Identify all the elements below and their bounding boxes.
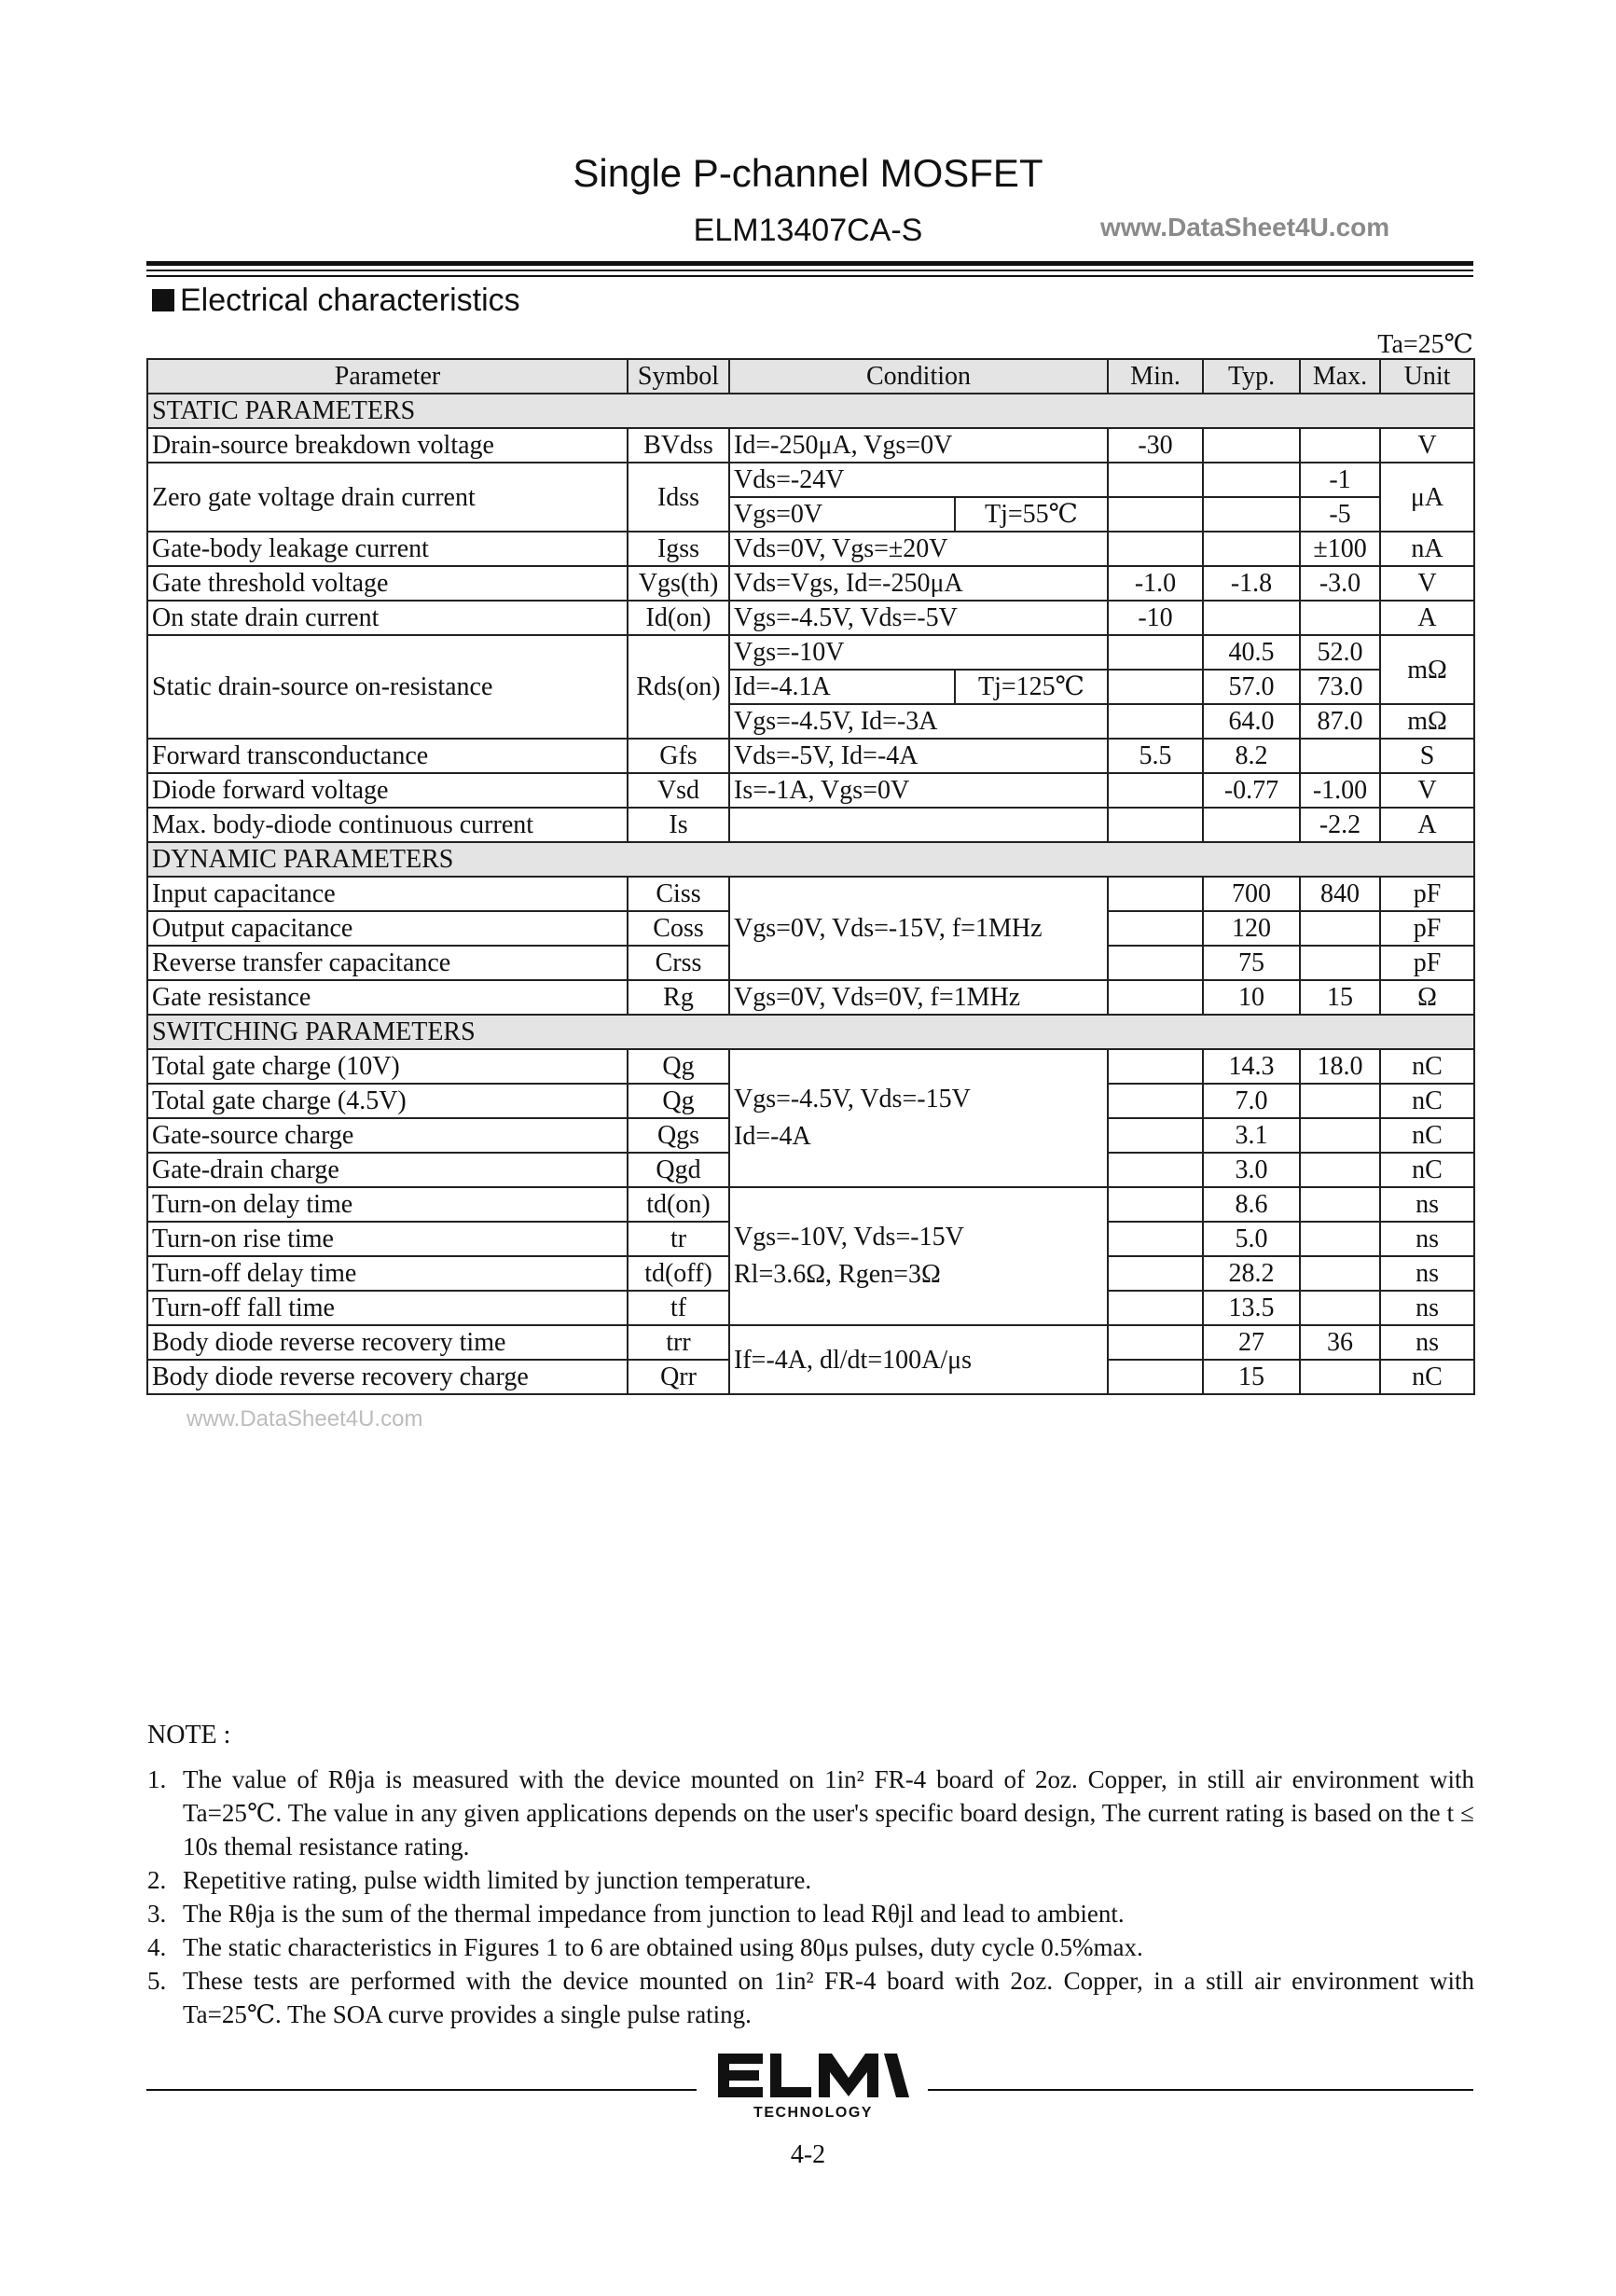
max-cell: 73.0 [1300, 670, 1380, 704]
typ-cell: 3.1 [1203, 1118, 1300, 1153]
elm-logo-icon [718, 2050, 909, 2124]
header-max: Max. [1300, 359, 1380, 394]
note-number: 4. [147, 1933, 167, 1961]
part-number: ELM13407CA-S [693, 213, 923, 248]
max-cell [1300, 1153, 1380, 1187]
max-cell [1300, 739, 1380, 773]
unit-cell: mΩ [1380, 635, 1474, 704]
typ-cell: 8.2 [1203, 739, 1300, 773]
symbol-cell: BVdss [628, 428, 729, 463]
page-title: Single P-channel MOSFET [573, 151, 1043, 195]
symbol-cell: Ciss [628, 877, 729, 911]
table-row [147, 739, 1474, 773]
param-cell: Max. body-diode continuous current [147, 808, 628, 842]
max-cell [1300, 1222, 1380, 1256]
footer-rule-right [928, 2089, 1473, 2091]
symbol-cell: Id(on) [628, 601, 729, 635]
typ-cell: 10 [1203, 980, 1300, 1015]
min-cell [1108, 704, 1203, 739]
footer-rule-left [146, 2089, 697, 2091]
symbol-cell: td(off) [628, 1256, 729, 1291]
max-cell: -5 [1300, 497, 1380, 532]
unit-cell: S [1380, 739, 1474, 773]
typ-cell: 64.0 [1203, 704, 1300, 739]
param-cell: On state drain current [147, 601, 628, 635]
param-cell: Turn-on rise time [147, 1222, 628, 1256]
min-cell [1108, 1084, 1203, 1118]
unit-cell: ns [1380, 1291, 1474, 1325]
param-cell: Gate-source charge [147, 1118, 628, 1153]
param-cell: Diode forward voltage [147, 773, 628, 808]
condition-cell: Id=-250μA, Vgs=0V [729, 428, 1108, 463]
switching-condition-line-2: Rl=3.6Ω, Rgen=3Ω [734, 1260, 941, 1289]
typ-cell [1203, 463, 1300, 497]
condition-cell: Vds=-24V [729, 463, 1108, 497]
param-cell: Zero gate voltage drain current [147, 463, 628, 532]
unit-cell: mΩ [1380, 704, 1474, 739]
dynamic-parameters-label: DYNAMIC PARAMETERS [147, 842, 1474, 877]
unit-cell: V [1380, 773, 1474, 808]
section-row [147, 394, 1474, 428]
page-number: 4-2 [790, 2140, 826, 2169]
typ-cell: 13.5 [1203, 1291, 1300, 1325]
typ-cell: 8.6 [1203, 1187, 1300, 1222]
symbol-cell: Igss [628, 532, 729, 566]
unit-cell: ns [1380, 1256, 1474, 1291]
param-cell: Gate-body leakage current [147, 532, 628, 566]
typ-cell: 7.0 [1203, 1084, 1300, 1118]
electrical-characteristics-table [146, 358, 1475, 1395]
static-parameters-label: STATIC PARAMETERS [147, 394, 1474, 428]
typ-cell: 75 [1203, 946, 1300, 980]
param-cell: Body diode reverse recovery time [147, 1325, 628, 1360]
ambient-temperature: Ta=25℃ [1377, 330, 1473, 359]
header-rule-thin-2 [146, 275, 1473, 277]
max-cell [1300, 911, 1380, 946]
condition-cell: Vgs=0V, Vds=-15V, f=1MHz [729, 877, 1108, 980]
symbol-cell: Crss [628, 946, 729, 980]
param-cell: Drain-source breakdown voltage [147, 428, 628, 463]
unit-cell: nC [1380, 1360, 1474, 1394]
max-cell: 52.0 [1300, 635, 1380, 670]
max-cell [1300, 946, 1380, 980]
param-cell: Gate threshold voltage [147, 566, 628, 601]
param-cell: Forward transconductance [147, 739, 628, 773]
unit-cell: pF [1380, 911, 1474, 946]
min-cell [1108, 1256, 1203, 1291]
notes-list [147, 1763, 1474, 2031]
min-cell [1108, 1291, 1203, 1325]
table-row [147, 428, 1474, 463]
typ-cell: 700 [1203, 877, 1300, 911]
symbol-cell: trr [628, 1325, 729, 1360]
unit-cell: V [1380, 428, 1474, 463]
unit-cell: Ω [1380, 980, 1474, 1015]
max-cell [1300, 1256, 1380, 1291]
typ-cell: 28.2 [1203, 1256, 1300, 1291]
unit-cell: nC [1380, 1084, 1474, 1118]
min-cell [1108, 670, 1203, 704]
condition-cell: If=-4A, dl/dt=100A/μs [729, 1325, 1108, 1394]
max-cell: 15 [1300, 980, 1380, 1015]
max-cell: -1 [1300, 463, 1380, 497]
symbol-cell: td(on) [628, 1187, 729, 1222]
note-item [147, 1763, 1474, 1863]
condition-cell: Vds=Vgs, Id=-250μA [729, 566, 1108, 601]
unit-cell: μA [1380, 463, 1474, 532]
symbol-cell: Qg [628, 1084, 729, 1118]
unit-cell: nC [1380, 1153, 1474, 1187]
condition-cell [729, 1187, 1108, 1325]
max-cell: ±100 [1300, 532, 1380, 566]
max-cell: -3.0 [1300, 566, 1380, 601]
header-condition: Condition [729, 359, 1108, 394]
table-header-row [147, 359, 1474, 394]
header-unit: Unit [1380, 359, 1474, 394]
unit-cell: ns [1380, 1222, 1474, 1256]
max-cell [1300, 1084, 1380, 1118]
min-cell [1108, 1222, 1203, 1256]
condition-cell [729, 1049, 1108, 1187]
min-cell [1108, 497, 1203, 532]
typ-cell: 5.0 [1203, 1222, 1300, 1256]
typ-cell: 27 [1203, 1325, 1300, 1360]
min-cell [1108, 946, 1203, 980]
symbol-cell: Coss [628, 911, 729, 946]
max-cell: 840 [1300, 877, 1380, 911]
param-cell: Reverse transfer capacitance [147, 946, 628, 980]
condition-cell: Is=-1A, Vgs=0V [729, 773, 1108, 808]
symbol-cell: tr [628, 1222, 729, 1256]
min-cell [1108, 911, 1203, 946]
note-number: 5. [147, 1967, 167, 1995]
typ-cell [1203, 428, 1300, 463]
switching-condition-line-1: Vgs=-10V, Vds=-15V [734, 1223, 964, 1252]
symbol-cell: Is [628, 808, 729, 842]
min-cell [1108, 1049, 1203, 1084]
note-text: The value of Rθja is measured with the device mounted on 1in² FR-4 board of 2oz. Copper, in still air environment with Ta=25℃. The value in any given applications depends on the user's specific board design, The current rating is based on the t ≤ 10s themal resistance rating. [183, 1765, 1474, 1860]
param-cell: Total gate charge (4.5V) [147, 1084, 628, 1118]
section-title-text: Electrical characteristics [180, 283, 520, 318]
unit-cell: pF [1380, 877, 1474, 911]
section-row [147, 1015, 1474, 1049]
square-bullet-icon [152, 289, 174, 311]
condition-cell: Vds=0V, Vgs=±20V [729, 532, 1108, 566]
condition-temp-cell: Tj=55℃ [955, 497, 1108, 532]
table-row [147, 463, 1474, 497]
min-cell [1108, 1118, 1203, 1153]
condition-cell: Id=-4.1A [729, 670, 955, 704]
typ-cell: 40.5 [1203, 635, 1300, 670]
unit-cell: nC [1380, 1049, 1474, 1084]
unit-cell: V [1380, 566, 1474, 601]
min-cell [1108, 773, 1203, 808]
symbol-cell: Idss [628, 463, 729, 532]
max-cell [1300, 428, 1380, 463]
notes-heading: NOTE : [147, 1721, 231, 1750]
note-text: These tests are performed with the device mounted on 1in² FR-4 board with 2oz. Copper, in a still air environment with Ta=25℃. The SOA curve provides a single pulse rating. [183, 1967, 1474, 2028]
watermark-url-faint: www.DataSheet4U.com [186, 1406, 423, 1432]
table-row [147, 566, 1474, 601]
table-row [147, 808, 1474, 842]
min-cell [1108, 532, 1203, 566]
header-symbol: Symbol [628, 359, 729, 394]
table-row [147, 1187, 1474, 1222]
symbol-cell: Qrr [628, 1360, 729, 1394]
max-cell [1300, 1187, 1380, 1222]
min-cell [1108, 1153, 1203, 1187]
max-cell: -2.2 [1300, 808, 1380, 842]
unit-cell: pF [1380, 946, 1474, 980]
symbol-cell: Rg [628, 980, 729, 1015]
table-row [147, 877, 1474, 911]
param-cell: Body diode reverse recovery charge [147, 1360, 628, 1394]
section-title [152, 283, 520, 319]
note-text: Repetitive rating, pulse width limited by junction temperature. [183, 1866, 812, 1894]
charge-condition-line-1: Vgs=-4.5V, Vds=-15V [734, 1085, 971, 1113]
typ-cell: -0.77 [1203, 773, 1300, 808]
table-row [147, 532, 1474, 566]
max-cell: 36 [1300, 1325, 1380, 1360]
max-cell: -1.00 [1300, 773, 1380, 808]
condition-cell: Vgs=-4.5V, Vds=-5V [729, 601, 1108, 635]
table-row [147, 773, 1474, 808]
table-row [147, 980, 1474, 1015]
typ-cell: 15 [1203, 1360, 1300, 1394]
elm-logo [718, 2050, 909, 2124]
condition-cell [729, 808, 1108, 842]
table-row [147, 1325, 1474, 1360]
max-cell: 18.0 [1300, 1049, 1380, 1084]
note-item [147, 1897, 1474, 1930]
note-number: 1. [147, 1765, 167, 1793]
unit-cell: nA [1380, 532, 1474, 566]
typ-cell: 120 [1203, 911, 1300, 946]
max-cell [1300, 1291, 1380, 1325]
table-row [147, 635, 1474, 670]
typ-cell [1203, 601, 1300, 635]
unit-cell: A [1380, 601, 1474, 635]
symbol-cell: Qgs [628, 1118, 729, 1153]
param-cell: Static drain-source on-resistance [147, 635, 628, 739]
condition-cell: Vgs=-4.5V, Id=-3A [729, 704, 1108, 739]
symbol-cell: Qg [628, 1049, 729, 1084]
min-cell: 5.5 [1108, 739, 1203, 773]
max-cell: 87.0 [1300, 704, 1380, 739]
min-cell: -1.0 [1108, 566, 1203, 601]
min-cell [1108, 808, 1203, 842]
table-row [147, 601, 1474, 635]
max-cell [1300, 1118, 1380, 1153]
unit-cell: ns [1380, 1325, 1474, 1360]
typ-cell [1203, 808, 1300, 842]
param-cell: Input capacitance [147, 877, 628, 911]
condition-temp-cell: Tj=125℃ [955, 670, 1108, 704]
min-cell [1108, 1187, 1203, 1222]
min-cell [1108, 980, 1203, 1015]
symbol-cell: Vgs(th) [628, 566, 729, 601]
symbol-cell: Vsd [628, 773, 729, 808]
min-cell [1108, 1325, 1203, 1360]
param-cell: Output capacitance [147, 911, 628, 946]
note-text: The static characteristics in Figures 1 to 6 are obtained using 80μs pulses, duty cycle 0.5%max. [183, 1933, 1143, 1961]
param-cell: Total gate charge (10V) [147, 1049, 628, 1084]
header-typ: Typ. [1203, 359, 1300, 394]
note-text: The Rθja is the sum of the thermal impedance from junction to lead Rθjl and lead to ambient. [183, 1900, 1125, 1928]
section-row [147, 842, 1474, 877]
symbol-cell: Qgd [628, 1153, 729, 1187]
watermark-url: www.DataSheet4U.com [1100, 213, 1390, 242]
typ-cell: 14.3 [1203, 1049, 1300, 1084]
param-cell: Turn-off fall time [147, 1291, 628, 1325]
param-cell: Gate-drain charge [147, 1153, 628, 1187]
unit-cell: nC [1380, 1118, 1474, 1153]
max-cell [1300, 601, 1380, 635]
condition-cell: Vgs=0V [729, 497, 955, 532]
min-cell [1108, 635, 1203, 670]
note-item [147, 1863, 1474, 1897]
header-parameter: Parameter [147, 359, 628, 394]
min-cell: -30 [1108, 428, 1203, 463]
param-cell: Turn-on delay time [147, 1187, 628, 1222]
min-cell [1108, 877, 1203, 911]
typ-cell: 57.0 [1203, 670, 1300, 704]
unit-cell: A [1380, 808, 1474, 842]
charge-condition-line-2: Id=-4A [734, 1122, 811, 1151]
header-rule-thin [146, 270, 1473, 271]
header-min: Min. [1108, 359, 1203, 394]
logo-tagline: TECHNOLOGY [753, 2105, 873, 2121]
symbol-cell: Gfs [628, 739, 729, 773]
switching-parameters-label: SWITCHING PARAMETERS [147, 1015, 1474, 1049]
condition-cell: Vgs=0V, Vds=0V, f=1MHz [729, 980, 1108, 1015]
typ-cell: -1.8 [1203, 566, 1300, 601]
min-cell: -10 [1108, 601, 1203, 635]
param-cell: Turn-off delay time [147, 1256, 628, 1291]
min-cell [1108, 463, 1203, 497]
typ-cell [1203, 532, 1300, 566]
symbol-cell: tf [628, 1291, 729, 1325]
header-rule-thick [146, 261, 1473, 266]
typ-cell [1203, 497, 1300, 532]
table-row [147, 1049, 1474, 1084]
param-cell: Gate resistance [147, 980, 628, 1015]
condition-cell: Vds=-5V, Id=-4A [729, 739, 1108, 773]
note-item [147, 1964, 1474, 2031]
unit-cell: ns [1380, 1187, 1474, 1222]
max-cell [1300, 1360, 1380, 1394]
note-number: 3. [147, 1900, 167, 1928]
note-number: 2. [147, 1866, 167, 1894]
note-item [147, 1930, 1474, 1964]
typ-cell: 3.0 [1203, 1153, 1300, 1187]
min-cell [1108, 1360, 1203, 1394]
condition-cell: Vgs=-10V [729, 635, 1108, 670]
symbol-cell: Rds(on) [628, 635, 729, 739]
